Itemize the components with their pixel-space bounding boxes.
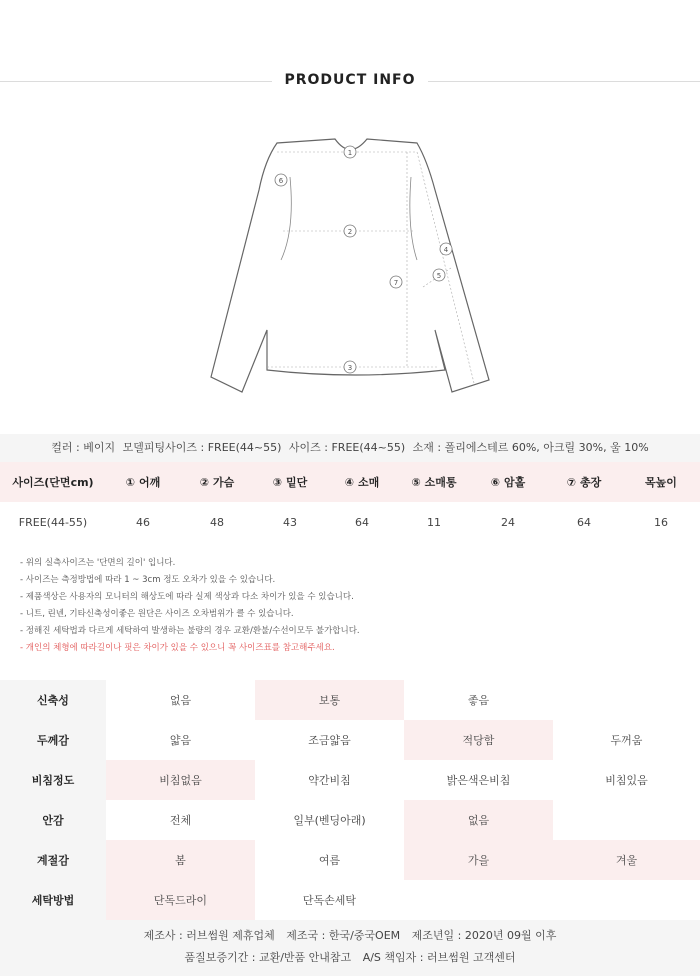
svg-text:2: 2: [347, 228, 353, 236]
attr-label: 두께감: [0, 720, 106, 760]
garment-diagram: [195, 130, 505, 400]
footer-warranty: 품질보증기간 : 교환/반품 안내참고: [184, 951, 352, 964]
size-cell: 64: [355, 515, 369, 529]
size-header-cell: ⑤ 소매통: [411, 476, 457, 489]
size-header-cell: ② 가슴: [199, 476, 235, 489]
attr-label: 안감: [0, 800, 106, 840]
attr-option: 두꺼움: [610, 734, 643, 747]
size-cell: 43: [283, 515, 297, 529]
title-divider-left: [0, 81, 272, 82]
svg-text:3: 3: [347, 364, 353, 372]
size-header-cell: ⑥ 암홀: [490, 476, 526, 489]
svg-text:4: 4: [443, 246, 449, 254]
attr-row-season: [0, 840, 700, 880]
attr-row-thickness: [0, 720, 700, 760]
attr-row-sheerness: [0, 760, 700, 800]
attr-option: [553, 680, 700, 720]
attribute-table: [0, 680, 700, 920]
attr-option: 없음: [169, 694, 192, 707]
size-header-cell: ④ 소매: [344, 476, 380, 489]
size-cell: FREE(44-55): [18, 515, 88, 529]
attr-option: [404, 880, 553, 920]
spec-size: 사이즈 : FREE(44~55): [288, 441, 406, 454]
attr-option-selected: 적당함: [404, 720, 553, 760]
page-title: PRODUCT INFO: [284, 72, 416, 88]
marker-5: [433, 269, 445, 281]
marker-7: [390, 276, 402, 288]
size-cell: 11: [427, 515, 441, 529]
attr-option-selected: 겨울: [553, 840, 700, 880]
attr-option: 일부(벤딩아래): [293, 814, 366, 827]
size-table-header: [0, 462, 700, 502]
svg-text:6: 6: [278, 177, 284, 185]
attr-label: 세탁방법: [0, 880, 106, 920]
note-line: - 정해진 세탁법과 다르게 세탁하여 발생하는 불량의 경우 교환/환불/수선이모두 불가합니다.: [20, 626, 360, 636]
attr-label: 계절감: [0, 840, 106, 880]
attr-label: 비침정도: [0, 760, 106, 800]
size-header-cell: 사이즈(단면cm): [12, 476, 94, 489]
title-divider-right: [428, 81, 700, 82]
section-title-row: [0, 70, 700, 94]
attr-row-lining: [0, 800, 700, 840]
attr-label: 신축성: [0, 680, 106, 720]
attr-row-washing: [0, 880, 700, 920]
spec-summary: [0, 434, 700, 462]
svg-text:1: 1: [347, 149, 353, 157]
attr-option: [553, 800, 700, 840]
garment-outline: [211, 139, 489, 392]
note-line: - 사이즈는 측정방법에 따라 1 ~ 3cm 정도 오차가 있을 수 있습니다.: [20, 575, 276, 585]
marker-3: [344, 361, 356, 373]
attr-option-selected: 보통: [255, 680, 404, 720]
note-line: - 위의 실측사이즈는 '단면의 길이' 입니다.: [20, 558, 176, 568]
marker-1: [344, 146, 356, 158]
size-cell: 64: [577, 515, 591, 529]
attr-row-stretch: [0, 680, 700, 720]
attr-option: 비침있음: [605, 774, 648, 787]
svg-text:5: 5: [436, 272, 442, 280]
note-line: - 제품색상은 사용자의 모니터의 해상도에 따라 실제 색상과 다소 차이가 있을 수 있습니다.: [20, 592, 354, 602]
footer-date: 제조년일 : 2020년 09월 이후: [411, 929, 557, 942]
attr-option: 여름: [318, 854, 341, 867]
footer-manufacturer: 제조사 : 러브썸원 제휴업체: [143, 929, 275, 942]
attr-option: 단독손세탁: [302, 894, 357, 907]
size-header-cell: 목높이: [645, 476, 677, 489]
attr-option-selected: 없음: [404, 800, 553, 840]
size-header-cell: ① 어깨: [125, 476, 161, 489]
attr-option: 얇음: [169, 734, 192, 747]
marker-6: [275, 174, 287, 186]
attr-option-selected: 단독드라이: [106, 880, 255, 920]
table-row: [0, 502, 700, 542]
size-notes: [20, 555, 680, 657]
attr-option: 좋음: [467, 694, 490, 707]
footer-line-1: [0, 925, 700, 947]
svg-text:7: 7: [393, 279, 399, 287]
size-table: [0, 462, 700, 542]
marker-4: [440, 243, 452, 255]
marker-2: [344, 225, 356, 237]
attr-option-selected: 가을: [404, 840, 553, 880]
note-warning: - 개인의 체형에 따라길이나 핏은 차이가 있을 수 있으니 꼭 사이즈표를 참고해주세요.: [20, 643, 335, 653]
spec-color: 컬러 : 베이지: [51, 441, 116, 454]
size-cell: 24: [501, 515, 515, 529]
attr-option: 전체: [169, 814, 192, 827]
attr-option-selected: 비침없음: [106, 760, 255, 800]
attr-option-selected: 봄: [106, 840, 255, 880]
footer-country: 제조국 : 한국/중국OEM: [286, 929, 401, 942]
attr-option: 밝은색은비침: [446, 774, 511, 787]
size-cell: 48: [210, 515, 224, 529]
footer-line-2: [0, 947, 700, 969]
spec-material: 소재 : 폴리에스테르 60%, 아크릴 30%, 울 10%: [412, 441, 649, 454]
product-footer: [0, 920, 700, 976]
attr-option: 약간비침: [308, 774, 351, 787]
attr-option: 조금얇음: [308, 734, 351, 747]
size-header-cell: ⑦ 총장: [566, 476, 602, 489]
size-header-cell: ③ 밑단: [272, 476, 308, 489]
size-cell: 46: [136, 515, 150, 529]
note-line: - 니트, 린넨, 기타신축성이좋은 원단은 사이즈 오차범위가 클 수 있습니다.: [20, 609, 294, 619]
size-cell: 16: [654, 515, 668, 529]
attr-option: [553, 880, 700, 920]
spec-model-size: 모델피팅사이즈 : FREE(44~55): [122, 441, 282, 454]
footer-as: A/S 책임자 : 러브썸원 고객센터: [362, 951, 516, 964]
